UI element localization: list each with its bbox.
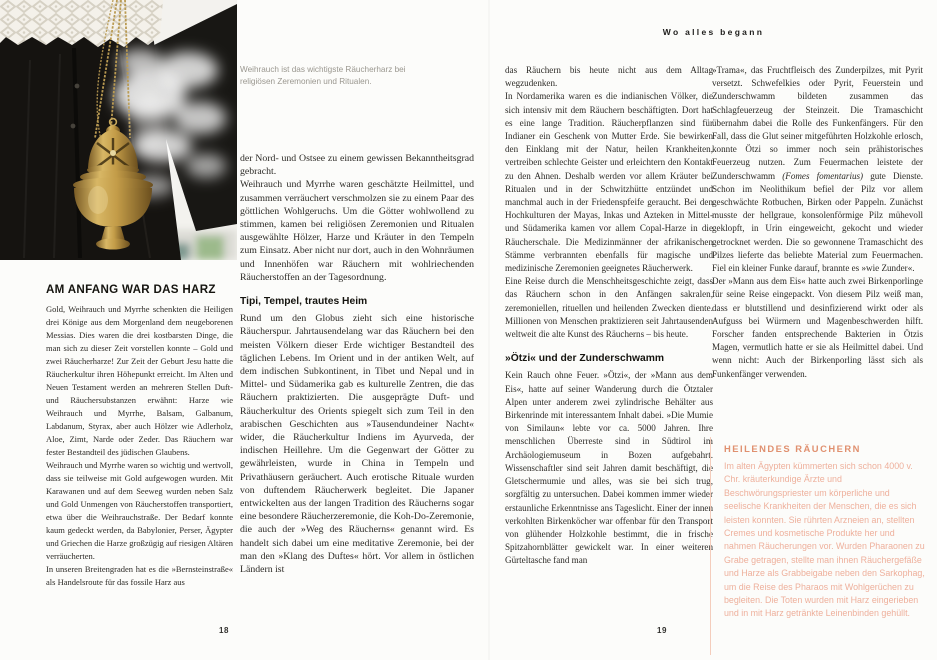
column-4: [712, 64, 923, 381]
paragraph: Der »Mann aus dem Eis« hatte auch zwei Birkenporlinge für seine Reise eingepackt. Von diesem Pilz weiß man, dass er blutstillend und desinfizierend wirkt oder als Aufguss bei Würmern und Magenbeschwerden hilft. Forscher fanden entsprechende Bakterien in Ötzis Magen, vermutlich hatte er sie als Heilmittel dabei. Und wenn nicht: Auch der Birkenporling lässt sich als Funkenfänger verwenden.: [712, 276, 923, 379]
paragraph-text: »Trama«, das Fruchtfleisch des Zunderpilzes, mit Pyrit versetzt. Schwefelkies oder Pyrit, Feuerstein und Zunderschwamm bildeten zusammen das Schlagfeuerzeug der Steinzeit. Die Tramaschicht übernahm dabei die Rolle des Funkenfängers. Für den Fall, dass die Glut seiner mitgeführten Holzkohle erlosch, konnte Ötzi so immer noch sein prähistorisches Feuerzeug nutzen. Zum Feuermachen leistete der Zunderschwamm: [712, 65, 923, 181]
page-gutter: [488, 0, 490, 660]
paragraph: Weihrauch und Myrrhe waren geschätzte Heilmittel, und zusammen verräuchert verschmolzen sie zu einem Paar des göttlichen Wohlgeruchs. Um die Götter wohlwollend zu stimmen, kamen bei religiösen Zeremonien und Ritualen ausgewählte Hölzer, Harze und Kräuter in den Tempeln zum Einsatz. Aber nicht nur dort, auch in den Wohnräumen und Innenhöfen war Räuchern mit wohlriechenden Räucherstoffen an der Tagesordnung.: [240, 179, 474, 283]
paragraph: Weihrauch und Myrrhe waren so wichtig und wertvoll, dass sie teilweise mit Gold aufgewogen wurden. Mit Karawanen und auf dem Seeweg wurden neben Salz und Gold Unmengen von Räucherstoffen transportiert, etwa über die Weihrauchstraße. Der Bedarf konnte kaum gedeckt werden, da Babylonier, Perser, Ägypter und Griechen die Harze großzügig auf riesigen Altären verräucherten.: [46, 460, 233, 561]
paragraph-text: gute Dienste. Schon im Neolithikum befiel der Pilz vor allem geschwächte Rotbuchen, Birken oder Pappeln. Zunächst musste der hellgraue, konsolenförmige Pilz mühevoll geklopft, in Urin eingeweicht, gekocht und wieder getrocknet werden. Die so gewonnene Tramaschicht des Pilzes lieferte das beliebte Material zum Feuermachen. Fiel ein kleiner Funke darauf, brannte es »wie Zunder«.: [712, 170, 923, 274]
running-header: Wo alles begann: [662, 27, 765, 37]
paragraph: In Nordamerika waren es die indianischen Völker, die sich intensiv mit dem Räuchern beschäftigten. Dort hat es eine lange Tradition. Räucherpflanzen sind für Indianer ein Geschenk von Mutter Erde. Sie bewirken den Einklang mit der Natur, heilen Krankheiten, vertreiben schlechte Geister und erleichtern den Kontakt zu den Ahnen. Deshalb werden vor allem Kräuter bei Ritualen und in der Schwitzhütte entzündet und manchmal auch in der Friedenspfeife geraucht. Bei den Hochkulturen der Mayas, Inkas und Azteken in Mittel- und Südamerika kamen vor allem Copal-Harze in die Räucherschale. Die Medizinmänner der afrikanischen Stämme verbrannten ebenfalls für magische und medizinische Zeremonien geeignetes Räucherwerk.: [505, 91, 713, 274]
paragraph: [712, 64, 923, 275]
paragraph: das Räuchern bis heute nicht aus dem Alltag wegzudenken.: [505, 65, 713, 89]
column-3: [505, 64, 713, 568]
censer-photo: [0, 0, 237, 260]
column-2: [240, 152, 474, 576]
paragraph: Eine Reise durch die Menschheitsgeschichte zeigt, dass das Räuchern schon in den Anfängen sakralen, zeremoniellen, rituellen und heilenden Zwecken diente. Millionen von Menschen praktizieren seit Jahrtausenden weltweit die alte Kunst des Räucherns – bis heute.: [505, 276, 713, 340]
page-number-left: 18: [219, 626, 230, 635]
paragraph: In unseren Breitengraden hat es die »Bernsteinstraße« als Handelsroute für das fossile Harz aus: [46, 564, 233, 587]
section-heading: AM ANFANG WAR DAS HARZ: [46, 283, 216, 296]
info-box-body: Im alten Ägypten kümmerten sich schon 4000 v. Chr. kräuterkundige Ärzte und Beschwörungspriester um körperliche und seelische Krankheiten der Menschen, die es sich leisten konnten. Sie rührten Arzneien an, stellten Cremes und kosmetische Produkte her und nahmen Räucherungen vor. Wurden Pharaonen zu Grabe getragen, stellte man ihnen Räuchergefäße und Harze als Grabbeigabe neben den Sarkophag, um die Reise des Pharaos mit Wohlgerüchen zu begleiten. Die Toten wurden mit Harz eingerieben und in mit Harz getränkte Leinenbinden gehüllt.: [724, 461, 925, 619]
subheading: »Ötzi« und der Zunderschwamm: [505, 353, 665, 365]
page-number-right: 19: [657, 626, 668, 635]
paragraph: der Nord- und Ostsee zu einem gewissen Bekanntheitsgrad gebracht.: [240, 153, 474, 178]
robe-button: [71, 124, 76, 129]
paragraph: Kein Rauch ohne Feuer. »Ötzi«, der »Mann aus dem Eis«, hatte auf seiner Wanderung durch die Ötztaler Alpen unter anderem zwei zylindrische Behälter aus Birkenrinde mit interessantem Inhalt dabei. »Die Mumie von Similaun« lebte vor ca. 5000 Jahren. Ihre menschlichen Überreste sind in Südtirol im Archäologiemuseum in Bozen aufgebahrt. Wissenschaftler sind seit Jahren damit beschäftigt, die Gletschermumie und alles, was sie bei sich trug, sorgfältig zu untersuchen. Dabei kommen immer wieder erstaunliche Erkenntnisse ans Tageslicht. Einer der innen verkohlten Birkenköcher war offenbar für den Transport von glühender Holzkohle bestimmt, die in frische Spitzahornblätter gewickelt war. In einer weiteren Gürteltasche fand man: [505, 370, 713, 566]
column-1: [46, 283, 233, 589]
paragraph: Rund um den Globus zieht sich eine historische Räucherspur. Jahrtausendelang war das Räuchern bei den meisten Völkern dieser Erde wichtiger Bestandteil des täglichen Lebens. Im Orient und in der antiken Welt, auf dem indischen Subkontinent, in Tibet und Nepal und in Mittel- und Südamerika gab es kulturelle Zentren, die das Räuchern praktizierten. Die ausgeprägte Duft- und Räucherkultur des Orients spiegelt sich zum Teil in den arabischen Geschichten aus »Tausendundeiner Nacht« wider, die Räucherkultur Indiens im Ayurveda, der indischen Heillehre. Um die Gegenwart der Götter zu gewährleisten, wurde in China in Tempeln und Privathäusern geräuchert. Auch erotische Rituale wurden von duftendem Räucherwerk begleitet. Die Japaner entwickelten aus der langen Tradition des Räucherns sogar eine besondere Räucherzeremonie, die Koh-Do-Zeremonie, die auch der »Weg des Räucherns« genannt wird. Es handelt sich dabei um eine meditative Zeremonie, bei der man den »Klang des Duftes« hört. Vor allem in östlichen Ländern ist: [240, 313, 474, 576]
subheading: Tipi, Tempel, trautes Heim: [240, 296, 368, 308]
info-box-heilendes-raeuchern: [710, 437, 925, 655]
latin-species-name: (Fomes fomentarius): [782, 170, 864, 181]
smoke-foreground: [132, 90, 168, 150]
paragraph: Gold, Weihrauch und Myrrhe schenkten die Heiligen drei Könige aus dem Morgenland dem neugeborenen Messias. Dies waren die drei kostbarsten Dinge, die man sich zu dieser Zeit vorstellen konnte – Gold und zwei Räucherharze! Zur Zeit der Geburt Jesu hatte die Räucherkultur ihren Höhepunkt erreicht. Im Alten und Neuen Testament werden an mehreren Stellen Duft- und Räuchersubstanzen erwähnt: Harze wie Weihrauch und Myrrhe, Balsam, Galbanum, Labdanum, Styrax, aber auch Hölzer wie Adlerholz, Aloe, Zimt, Narde oder Zeder. Das Räuchern war fester Bestandteil des jüdischen Glaubens.: [46, 304, 233, 457]
info-box-heading: HEILENDES RÄUCHERN: [724, 443, 861, 454]
photo-caption: Weihrauch ist das wichtigste Räucherharz bei religiösen Zeremonien und Ritualen.: [240, 65, 406, 86]
robe-button: [75, 84, 80, 89]
